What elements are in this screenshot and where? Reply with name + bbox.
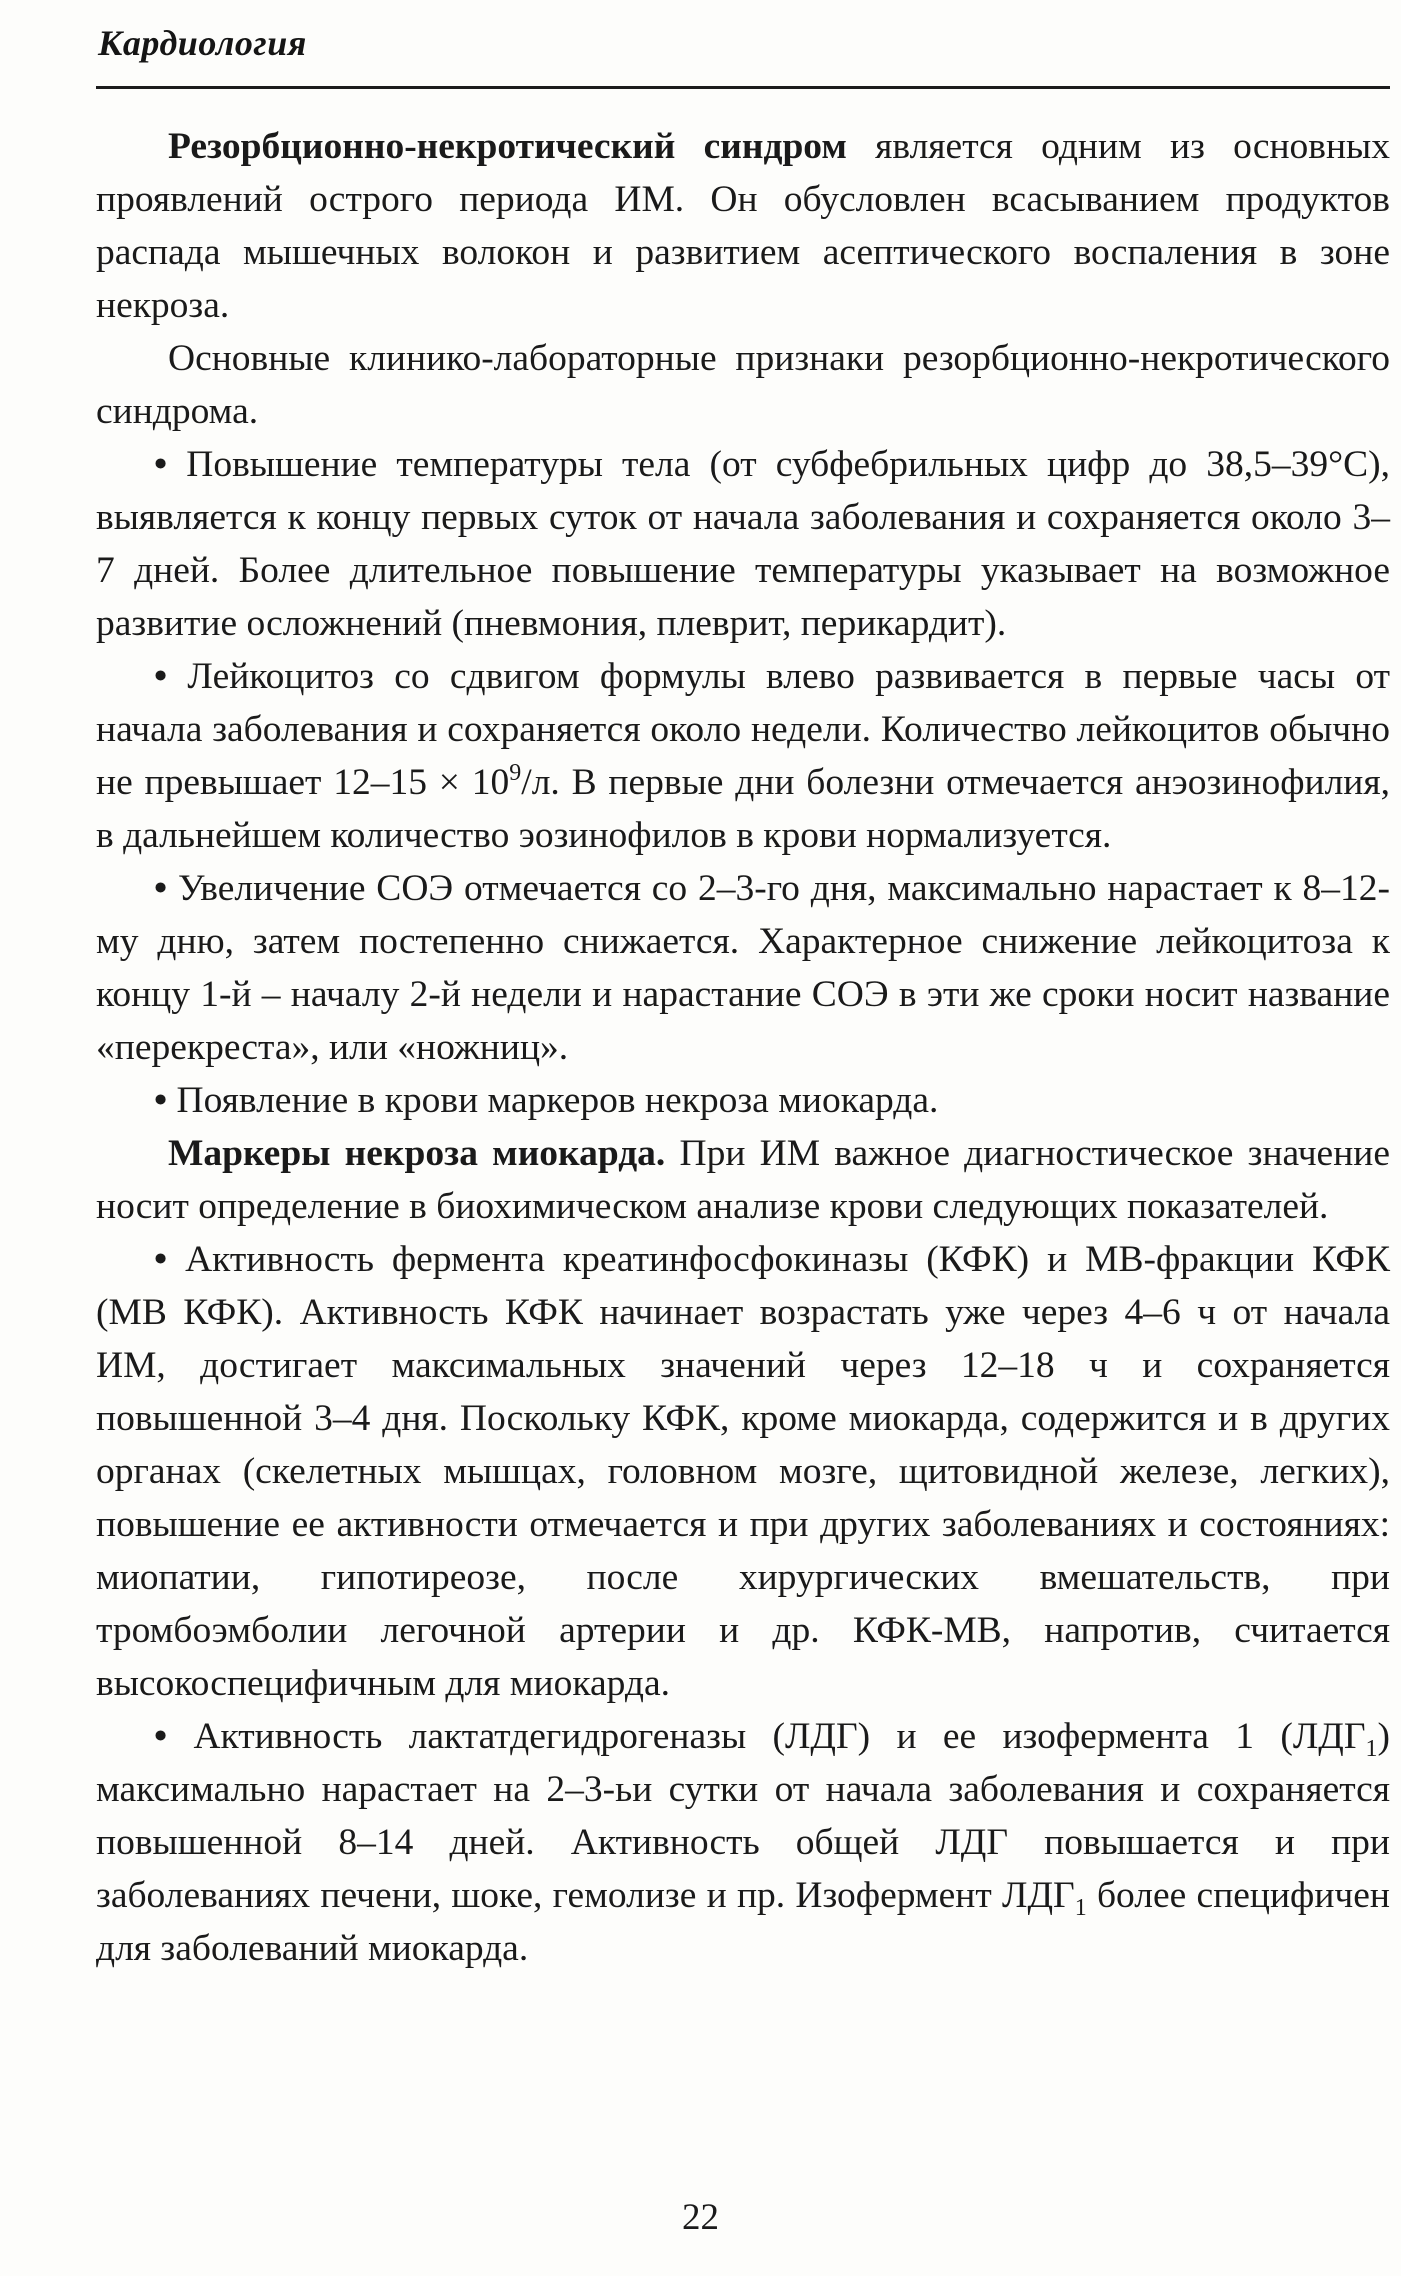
bullet-icon: •	[154, 1239, 168, 1280]
paragraph-resorption-syndrome	[96, 120, 1390, 332]
bullet-text: Повышение температуры тела (от субфебрильных цифр до 38,5–39°С), выявляется к концу первых суток от начала заболевания и сохраняется около 3–7 дней. Более длительное повышение температуры указывает на возможное развитие осложнений (пневмония, плеврит, перикардит).	[96, 444, 1391, 644]
page-body	[96, 120, 1390, 1975]
bullet-text: Активность фермента креатинфосфокиназы (КФК) и МВ-фракции КФК (МВ КФК). Активность КФК начинает возрастать уже через 4–6 ч от начала ИМ, достигает максимальных значений через 12–18 ч и сохраняется повышенной 3–4 дня. Поскольку КФК, кроме миокарда, содержится и в других органах (скелетных мышцах, головном мозге, щитовидной железе, легких), повышение ее активности отмечается и при других заболеваниях и состояниях: миопатии, гипотиреозе, после хирургических вмешательств, при тромбоэмболии легочной артерии и др. КФК-МВ, напротив, считается высокоспецифичным для миокарда.	[96, 1239, 1390, 1704]
bullet-icon: •	[154, 1080, 168, 1121]
bullet-text: Появление в крови маркеров некроза миокарда.	[176, 1080, 939, 1121]
bullet-text: ) максимально нарастает на 2–3-ьи сутки от начала заболевания и сохраняется повышенной 8–14 дней. Активность общей ЛДГ повышается и при заболеваниях печени, шоке, гемолизе и пр. Изофермент ЛДГ	[96, 1716, 1391, 1916]
bullet-item-ldh	[96, 1710, 1390, 1975]
paragraph-clinical-signs	[96, 332, 1390, 438]
paragraph-text: Основные клинико-лабораторные признаки резорбционно-некротического синдрома.	[96, 338, 1390, 432]
header-rule	[96, 86, 1390, 89]
bullet-item-cpk	[96, 1233, 1390, 1710]
subscript-index: 1	[1074, 1895, 1087, 1921]
bullet-text: /л. В первые дни болезни отмечается анэозинофилия, в дальнейшем количество эозинофилов в крови нормализуется.	[96, 762, 1390, 856]
bullet-item-temperature	[96, 438, 1390, 650]
bullet-icon: •	[154, 868, 168, 909]
bullet-text: Увеличение СОЭ отмечается со 2–3-го дня, максимально нарастает к 8–12-му дню, затем постепенно снижается. Характерное снижение лейкоцитоза к концу 1-й – началу 2-й недели и нарастание СОЭ в эти же сроки носит название «перекреста», или «ножниц».	[96, 868, 1390, 1068]
bullet-item-leukocytosis	[96, 650, 1390, 862]
subscript-index: 1	[1365, 1736, 1378, 1762]
term-resorption-syndrome: Резорбционно-некротический синдром	[168, 126, 847, 167]
paragraph-text: При ИМ важное диагностическое значение носит определение в биохимическом анализе крови следующих показателей.	[96, 1133, 1390, 1227]
page-number: 22	[682, 2197, 719, 2238]
paragraph-necrosis-markers	[96, 1127, 1390, 1233]
bullet-icon: •	[154, 656, 168, 697]
superscript-exponent: 9	[509, 760, 522, 786]
bullet-item-esr	[96, 862, 1390, 1074]
bullet-icon: •	[154, 1716, 168, 1757]
term-necrosis-markers: Маркеры некроза миокарда.	[168, 1133, 666, 1174]
bullet-icon: •	[154, 444, 168, 485]
bullet-text: более специфичен для заболеваний миокарда.	[96, 1875, 1390, 1969]
bullet-text: Лейкоцитоз со сдвигом формулы влево развивается в первые часы от начала заболевания и сохраняется около недели. Количество лейкоцитов обычно не превышает 12–15 × 10	[96, 656, 1391, 803]
bullet-text: Активность лактатдегидрогеназы (ЛДГ) и ее изофермента 1 (ЛДГ	[193, 1716, 1366, 1757]
paragraph-text: является одним из основных проявлений острого периода ИМ. Он обусловлен всасыванием продуктов распада мышечных волокон и развитием асептического воспаления в зоне некроза.	[96, 126, 1390, 326]
running-head: Кардиология	[98, 23, 307, 63]
bullet-item-markers	[96, 1074, 1390, 1127]
